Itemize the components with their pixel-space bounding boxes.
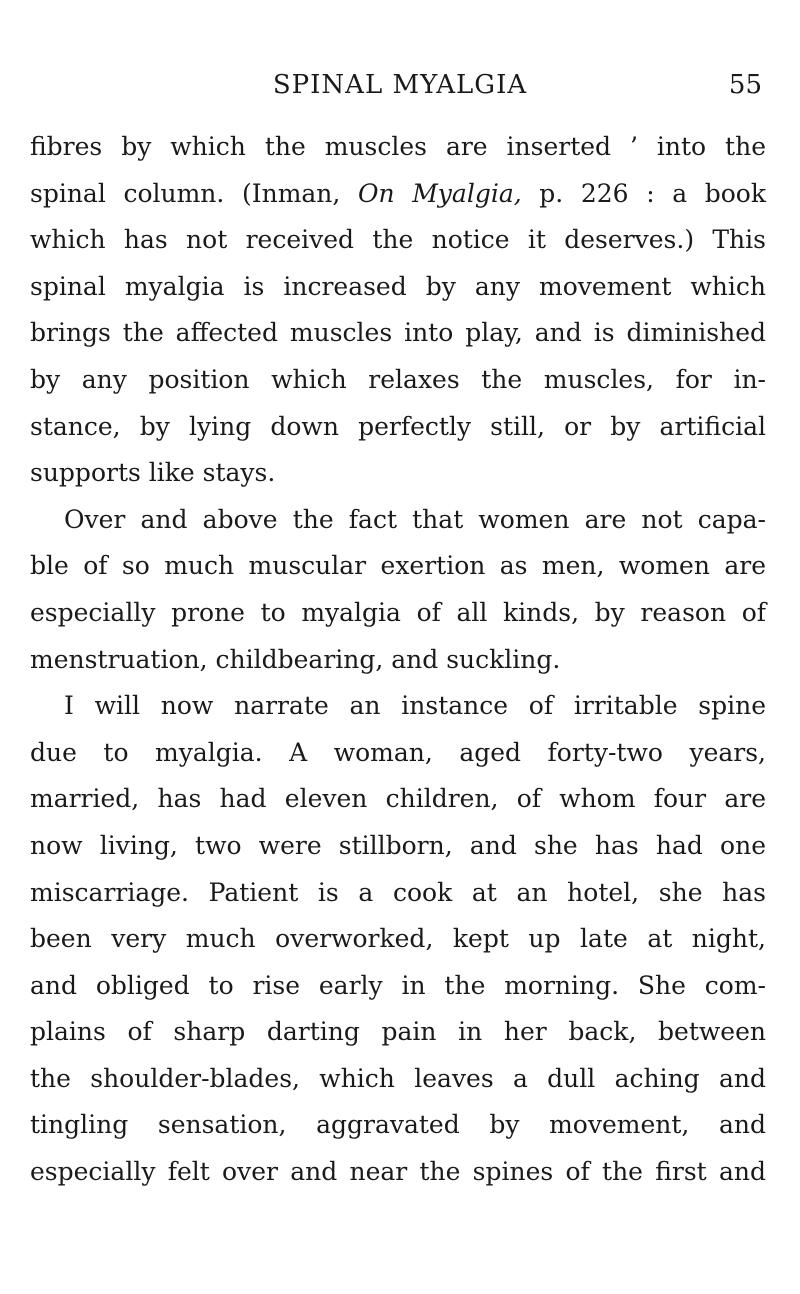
text-line: especially prone to myalgia of all kinds, by reason of	[30, 597, 766, 627]
text-line: now living, two were stillborn, and she has had one	[30, 830, 766, 860]
body-text	[30, 124, 766, 1196]
running-head	[30, 70, 770, 110]
page-number: 55	[728, 70, 762, 100]
citation-prefix: spinal column. (Inman,	[30, 178, 341, 208]
text-line: due to myalgia. A woman, aged forty-two years,	[30, 737, 766, 767]
text-line: and obliged to rise early in the morning. She com-	[30, 970, 766, 1000]
text-line: brings the affected muscles into play, and is diminished	[30, 318, 766, 348]
paragraph-start-line: Over and above the fact that women are not capa-	[64, 504, 766, 534]
text-line: plains of sharp darting pain in her back, between	[30, 1017, 766, 1047]
text-line: been very much overworked, kept up late at night,	[30, 924, 766, 954]
text-line: tingling sensation, aggravated by movement, and	[30, 1110, 766, 1140]
text-line: especially felt over and near the spines of the first and	[30, 1157, 766, 1187]
paragraph-end-line: supports like stays.	[30, 458, 276, 488]
text-line: married, has had eleven children, of whom four are	[30, 784, 766, 814]
text-line-with-citation	[30, 171, 766, 218]
paragraph-start-line: I will now narrate an instance of irritable spine	[64, 691, 766, 721]
text-line: ble of so much muscular exertion as men, women are	[30, 551, 766, 581]
paragraph-end-line: menstruation, childbearing, and suckling.	[30, 644, 561, 674]
text-line: the shoulder-blades, which leaves a dull aching and	[30, 1063, 766, 1093]
text-line: which has not received the notice it deserves.) This	[30, 225, 766, 255]
text-line: miscarriage. Patient is a cook at an hotel, she has	[30, 877, 766, 907]
text-line: fibres by which the muscles are inserted ’ into the	[30, 132, 766, 161]
citation-suffix: p. 226 : a book	[539, 178, 767, 208]
text-line: spinal myalgia is increased by any movement which	[30, 271, 766, 301]
citation-title: On Myalgia,	[357, 178, 522, 208]
text-line: stance, by lying down perfectly still, or by artificial	[30, 411, 766, 441]
running-title: SPINAL MYALGIA	[272, 70, 528, 100]
text-line: by any position which relaxes the muscles, for in-	[30, 364, 766, 394]
